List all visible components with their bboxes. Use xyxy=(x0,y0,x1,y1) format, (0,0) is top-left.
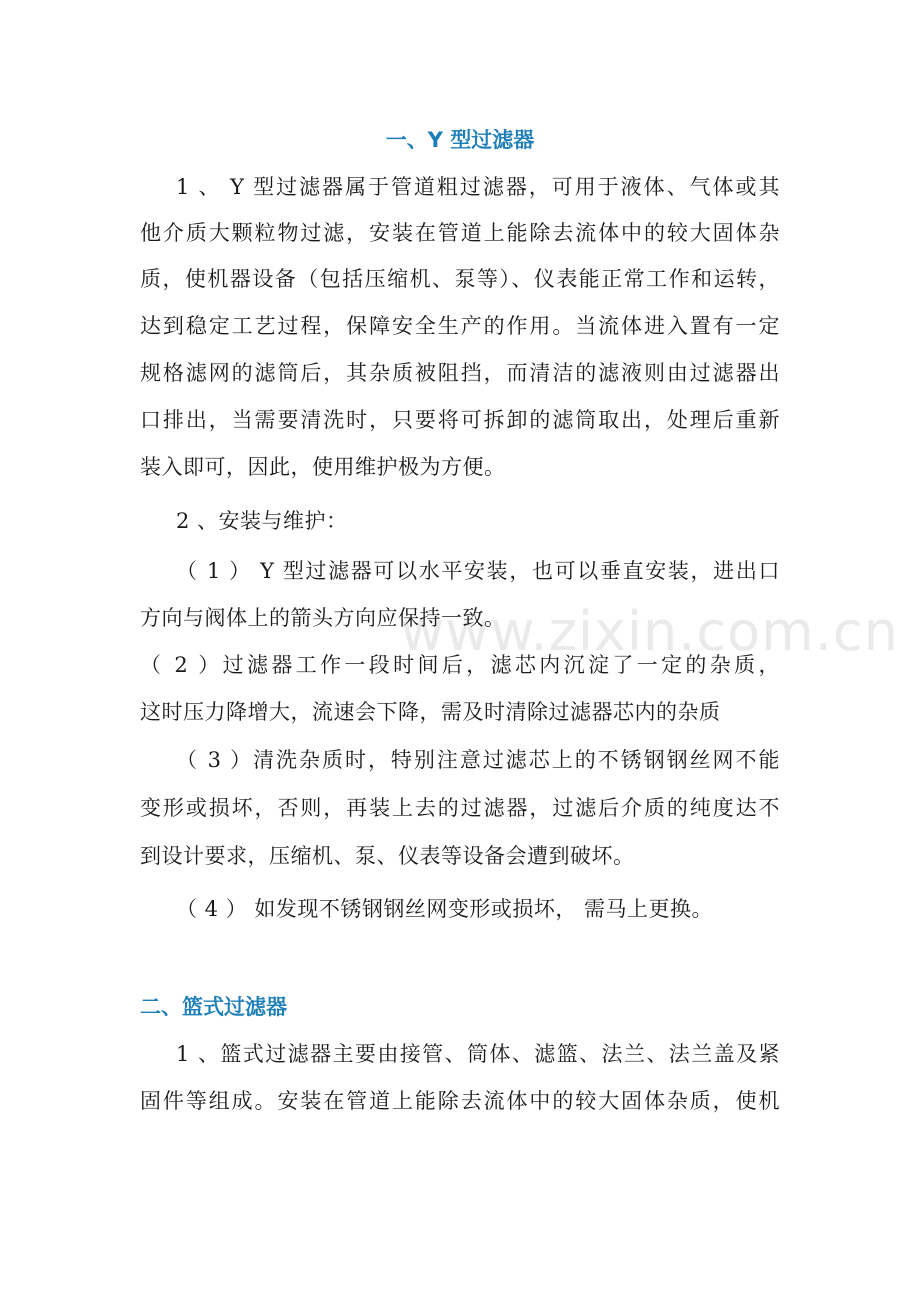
watermark: www.zixin.com.cn xyxy=(400,600,899,663)
paragraph-line: （ 3 ）清洗杂质时，特别注意过滤芯上的不锈钢钢丝网不能 xyxy=(176,748,780,772)
paragraph-line: 达到稳定工艺过程，保障安全生产的作用。当流体进入置有一定 xyxy=(140,314,780,338)
paragraph-line: 规格滤网的滤筒后，其杂质被阻挡，而清洁的滤液则由过滤器出 xyxy=(140,361,780,385)
paragraph-line: 这时压力降增大，流速会下降，需及时清除过滤器芯内的杂质 xyxy=(140,700,721,724)
paragraph-line: （ 4 ） 如发现不锈钢钢丝网变形或损坏， 需马上更换。 xyxy=(176,897,714,921)
subheading-install-maintenance: 2 、安装与维护： xyxy=(176,509,348,533)
paragraph-line: 他介质大颗粒物过滤，安装在管道上能除去流体中的较大固体杂 xyxy=(140,221,780,245)
section-2-title: 二、篮式过滤器 xyxy=(140,995,287,1019)
paragraph-line: 质，使机器设备（包括压缩机、泵等）、仪表能正常工作和运转， xyxy=(140,267,780,291)
paragraph-line: 固件等组成。安装在管道上能除去流体中的较大固体杂质，使机 xyxy=(140,1089,780,1113)
paragraph-line: 1 、篮式过滤器主要由接管、筒体、滤篮、法兰、法兰盖及紧 xyxy=(176,1042,780,1066)
paragraph-line: 变形或损坏，否则，再装上去的过滤器，过滤后介质的纯度达不 xyxy=(140,796,780,820)
paragraph-line: （ 2 ）过滤器工作一段时间后，滤芯内沉淀了一定的杂质， xyxy=(140,653,780,677)
paragraph-line: 到设计要求，压缩机、泵、仪表等设备会遭到破坏。 xyxy=(140,844,635,868)
paragraph-line: 装入即可，因此，使用维护极为方便。 xyxy=(140,455,506,479)
section-1-title: 一、Y 型过滤器 xyxy=(385,128,535,152)
paragraph-line: 1 、 Y 型过滤器属于管道粗过滤器，可用于液体、气体或其 xyxy=(176,175,780,199)
paragraph-line: （ 1 ） Y 型过滤器可以水平安装，也可以垂直安装，进出口 xyxy=(176,559,780,583)
paragraph-line: 方向与阀体上的箭头方向应保持一致。 xyxy=(140,606,506,630)
paragraph-line: 口排出，当需要清洗时，只要将可拆卸的滤筒取出，处理后重新 xyxy=(140,408,780,432)
